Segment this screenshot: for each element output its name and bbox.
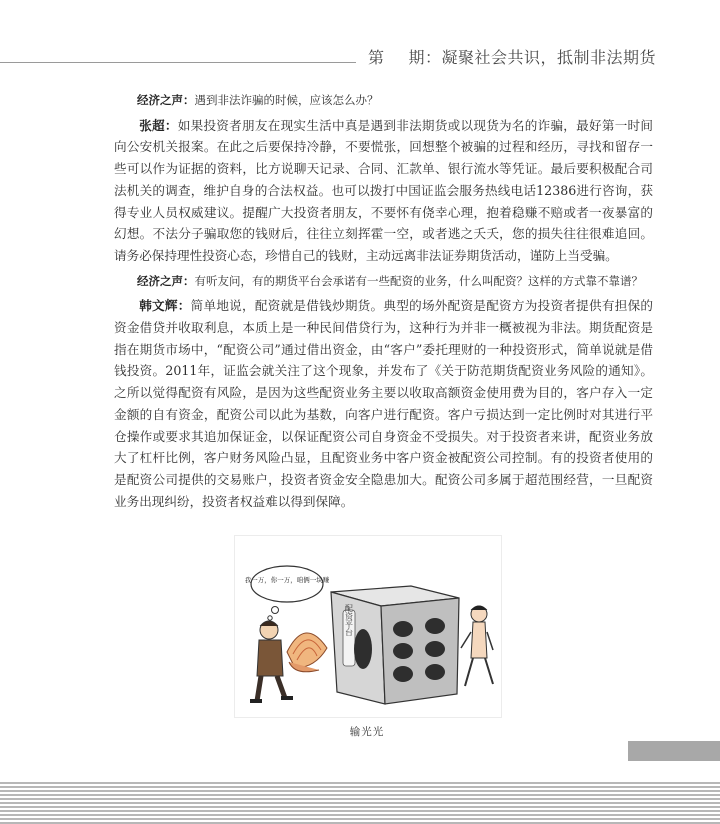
answer-2 [114, 295, 653, 512]
man-with-money-figure [250, 621, 293, 703]
broke-investor-figure [461, 606, 493, 686]
question-1 [114, 90, 653, 112]
figure-caption: 输光光 [349, 726, 385, 738]
speech-bubble-text: 我一万，你一万，咱俩一块赚 [244, 576, 330, 584]
page-header-title [368, 45, 668, 68]
header-rule [0, 62, 356, 63]
issue-prefix: 第 [368, 48, 385, 67]
answer-text: 如果投资者朋友在现实生活中真是遇到非法期货或以现货为名的诈骗，最好第一时间向公安机关报案。在此之后要保持冷静，不要慌张，回想整个被骗的过程和经历，寻找和留存一些可以作为证据的资料，比方说聊天记录、合同、汇款单、银行流水等凭证。最后要积极配合司法机关的调查，维护自身的合法权益。也可以拨打中国证监会服务热线电话12386进行咨询，获得专业人员权威建议。提醒广大投资者朋友，不要怀有侥幸心理，抱着稳赚不赔或者一夜暴富的幻想。不法分子骗取您的钱财后，往往立刻挥霍一空，或者逃之夭夭，您的损失往往很难追回。请务必保持理性投资心态，珍惜自己的钱财，主动远离非法证券期货活动，谨防上当受骗。 [114, 117, 654, 263]
question-2 [114, 271, 653, 293]
cash-bundle [287, 633, 327, 672]
giant-dice [331, 586, 459, 704]
question-text: 有听友问，有的期货平台会承诺有一些配资的业务，什么叫配资？这样的方式靠不靠谱？ [194, 273, 643, 288]
page-corner-block [628, 741, 720, 761]
speech-bubble [245, 566, 330, 620]
question-text: 遇到非法诈骗的时候，应该怎么办？ [194, 93, 379, 107]
speaker-label: 韩文辉： [139, 298, 191, 314]
speaker-label: 经济之声： [137, 93, 195, 107]
speaker-label: 经济之声： [137, 273, 195, 288]
dice-label: 配资平台 [344, 604, 354, 636]
article-body [114, 86, 653, 512]
answer-1 [114, 115, 653, 267]
issue-title: 期：凝聚社会共识，抵制非法期货 [408, 48, 657, 67]
answer-text: 简单地说，配资就是借钱炒期货。典型的场外配资是配资方为投资者提供有担保的资金借贷并收取利息，本质上是一种民间借贷行为，这种行为并非一概被视为非法。期货配资是指在期货市场中，“配资公司”通过借出资金，由“客户”委托理财的一种投资形式，简单说就是借钱投资。2011年，证监会就关注了这个现象，并发布了《关于防范期货配资业务风险的通知》。之所以觉得配资有风险，是因为这些配资业务主要以收取高额资金使用费为目的，客户存入一定金额的自有资金，配资公司以此为基数，向客户进行配资。客户亏损达到一定比例时对其进行平仓操作或要求其追加保证金，以保证配资公司自身资金不受损失。对于投资者来讲，配资业务放大了杠杆比例，客户财务风险凸显，且配资业务中客户资金被配资公司控制。有的投资者使用的是配资公司提供的交易账户，投资者资金安全隐患加大。配资公司多属于超范围经营，一旦配资业务出现纠纷，投资者权益难以得到保障。 [114, 298, 654, 509]
speaker-label: 张超： [139, 117, 178, 133]
footer-stripes [0, 782, 720, 824]
cartoon-illustration [234, 535, 502, 718]
